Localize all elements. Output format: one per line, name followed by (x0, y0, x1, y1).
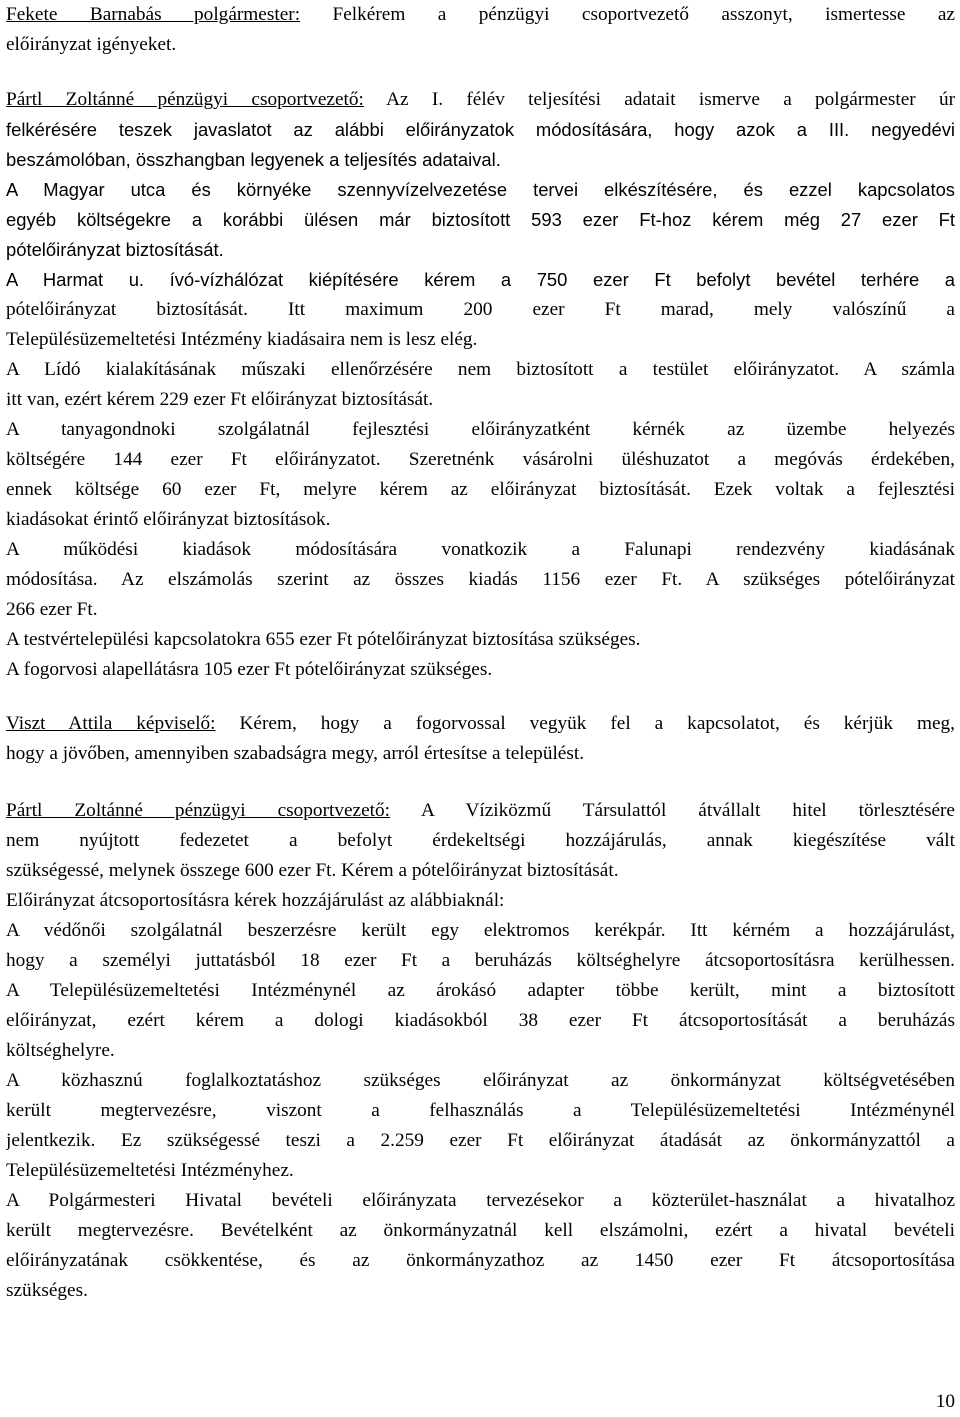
line-text: pótelőirányzat biztosítását. (6, 239, 224, 260)
line-text: Kérem, hogy a fogorvossal vegyük fel a kapcsolatot, és kérjük meg, (215, 713, 955, 734)
speaker-name: Pártl Zoltánné pénzügyi csoportvezető: (6, 89, 364, 110)
text-line (6, 739, 955, 769)
line-text: előirányzat igényeket. (6, 34, 177, 55)
text-line (6, 415, 955, 445)
text-line (6, 145, 955, 175)
line-text: felkérésére teszek javaslatot az alábbi előirányzatok módosítására, hogy azok a III. negyedévi (6, 119, 955, 140)
line-text: Az I. félév teljesítési adatait ismerve a polgármester úr (363, 89, 955, 110)
text-line (6, 595, 955, 625)
line-text: A közhasznú foglalkoztatáshoz szükséges előirányzat az önkormányzat költségvetésében (6, 1070, 955, 1091)
text-line (6, 1246, 955, 1276)
text-line (6, 235, 955, 265)
text-line (6, 1036, 955, 1066)
text-line (6, 445, 955, 475)
text-line (6, 709, 955, 739)
text-line (6, 625, 955, 655)
line-text: A működési kiadások módosítására vonatkozik a Falunapi rendezvény kiadásának (6, 539, 955, 560)
text-line (6, 1066, 955, 1096)
text-line (6, 385, 955, 415)
line-text: A Magyar utca és környéke szennyvízelvezetése tervei elkészítésére, és ezzel kapcsolatos (6, 179, 955, 200)
paragraph-block (6, 796, 955, 1306)
text-line (6, 325, 955, 355)
line-text: került megtervezésre, viszont a felhasználás a Településüzemeltetési Intézménynél (6, 1100, 955, 1121)
text-line (6, 535, 955, 565)
text-line (6, 205, 955, 235)
text-line (6, 30, 955, 60)
text-line (6, 976, 955, 1006)
text-line (6, 475, 955, 505)
line-text: beszámolóban, összhangban legyenek a teljesítés adataival. (6, 149, 501, 170)
paragraph-block (6, 85, 955, 685)
paragraph-block (6, 0, 955, 60)
line-text: Településüzemeltetési Intézményhez. (6, 1160, 294, 1181)
line-text: Településüzemeltetési Intézmény kiadásaira nem is lesz elég. (6, 329, 478, 350)
text-line (6, 295, 955, 325)
line-text: A Lídó kialakításának műszaki ellenőrzésére nem biztosított a testület előirányzatot. A számla (6, 359, 955, 380)
text-line (6, 265, 955, 295)
line-text: A Polgármesteri Hivatal bevételi előirányzata tervezésekor a közterület-használat a hivatalhoz (6, 1190, 955, 1211)
line-text: Felkérem a pénzügyi csoportvezető asszonyt, ismertesse az (300, 4, 955, 25)
line-text: A védőnői szolgálatnál beszerzésre került egy elektromos kerékpár. Itt kérném a hozzájárulást, (6, 920, 955, 941)
line-text: A Víziközmű Társulattól átvállalt hitel törlesztésére (390, 800, 955, 821)
line-text: költségére 144 ezer Ft előirányzatot. Szeretnénk vásárolni üléshuzatot a megóvás érdekében, (6, 449, 955, 470)
speaker-name: Viszt Attila képviselő: (6, 713, 216, 734)
text-line (6, 916, 955, 946)
text-line (6, 856, 955, 886)
text-line (6, 1096, 955, 1126)
line-text: kiadásokat érintő előirányzat biztosítások. (6, 509, 331, 530)
line-text: A tanyagondnoki szolgálatnál fejlesztési előirányzatként kérnék az üzembe helyezés (6, 419, 955, 440)
line-text: ennek költsége 60 ezer Ft, melyre kérem az előirányzat biztosítását. Ezek voltak a fejlesztési (6, 479, 955, 500)
text-line (6, 1156, 955, 1186)
line-text: előirányzatának csökkentése, és az önkormányzathoz az 1450 ezer Ft átcsoportosítása (6, 1250, 955, 1271)
line-text: A Településüzemeltetési Intézménynél az árokásó adapter többe került, mint a biztosított (6, 980, 955, 1001)
text-line (6, 0, 955, 30)
line-text: jelentkezik. Ez szükségessé teszi a 2.259 ezer Ft előirányzat átadását az önkormányzattól a (6, 1130, 955, 1151)
line-text: hogy a jövőben, amennyiben szabadságra megy, arról értesítse a települést. (6, 743, 585, 764)
line-text: költséghelyre. (6, 1040, 115, 1061)
text-line (6, 1126, 955, 1156)
text-line (6, 115, 955, 145)
line-text: 266 ezer Ft. (6, 599, 98, 620)
line-text: A fogorvosi alapellátásra 105 ezer Ft pótelőirányzat szükséges. (6, 659, 493, 680)
line-text: hogy a személyi juttatásból 18 ezer Ft a beruházás költséghelyre átcsoportosításra kerülhessen. (6, 950, 955, 971)
text-line (6, 796, 955, 826)
line-text: Előirányzat átcsoportosításra kérek hozzájárulást az alábbiaknál: (6, 890, 505, 911)
line-text: előirányzat, ezért kérem a dologi kiadásokból 38 ezer Ft átcsoportosítását a beruházás (6, 1010, 955, 1031)
line-text: nem nyújtott fedezetet a befolyt érdekeltségi hozzájárulás, annak kiegészítése vált (6, 830, 955, 851)
text-line (6, 655, 955, 685)
text-line (6, 1186, 955, 1216)
line-text: módosítása. Az elszámolás szerint az összes kiadás 1156 ezer Ft. A szükséges pótelőirányzat (6, 569, 955, 590)
text-line (6, 175, 955, 205)
text-line (6, 85, 955, 115)
line-text: pótelőirányzat biztosítását. Itt maximum 200 ezer Ft marad, mely valószínű a (6, 299, 955, 320)
text-line (6, 946, 955, 976)
line-text: szükségessé, melynek összege 600 ezer Ft. Kérem a pótelőirányzat biztosítását. (6, 860, 619, 881)
line-text: A Harmat u. ívó-vízhálózat kiépítésére kérem a 750 ezer Ft befolyt bevétel terhére a (6, 269, 955, 290)
line-text: egyéb költségekre a korábbi ülésen már biztosított 593 ezer Ft-hoz kérem még 27 ezer Ft (6, 209, 955, 230)
line-text: szükséges. (6, 1280, 88, 1301)
text-line (6, 565, 955, 595)
speaker-name: Fekete Barnabás polgármester: (6, 4, 301, 25)
page-number: 10 (935, 1391, 955, 1412)
text-line (6, 1276, 955, 1306)
text-line (6, 355, 955, 385)
line-text: került megtervezésre. Bevételként az önkormányzatnál kell elszámolni, ezért a hivatal bevételi (6, 1220, 955, 1241)
paragraph-block (6, 709, 955, 769)
text-line (6, 1216, 955, 1246)
line-text: itt van, ezért kérem 229 ezer Ft előirányzat biztosítását. (6, 389, 434, 410)
text-line (6, 886, 955, 916)
text-line (6, 1006, 955, 1036)
speaker-name: Pártl Zoltánné pénzügyi csoportvezető: (6, 800, 391, 821)
line-text: A testvértelepülési kapcsolatokra 655 ezer Ft pótelőirányzat biztosítása szükséges. (6, 629, 641, 650)
text-line (6, 505, 955, 535)
text-line (6, 826, 955, 856)
